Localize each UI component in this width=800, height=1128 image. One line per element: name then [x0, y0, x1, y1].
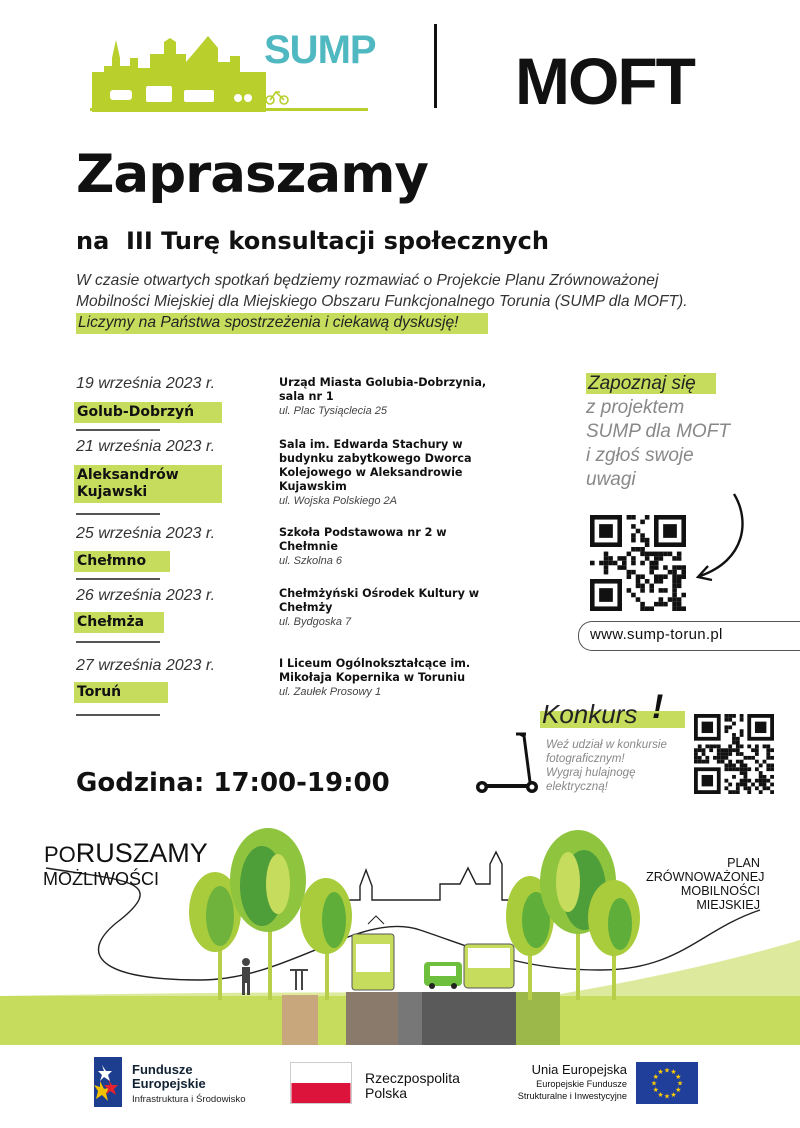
project-callout-line5: uwagi — [586, 469, 636, 490]
contest-qr-code-icon[interactable] — [694, 714, 774, 794]
event-date: 25 września 2023 r. — [76, 525, 216, 542]
event-date: 21 września 2023 r. — [76, 438, 216, 455]
event-address: ul. Bydgoska 7 — [279, 616, 352, 628]
fe-title-line1: Fundusze — [132, 1062, 193, 1077]
poland-flag-icon — [290, 1062, 352, 1104]
project-callout — [586, 372, 766, 492]
republic-of-poland-label — [365, 1071, 460, 1101]
event-address: ul. Szkolna 6 — [279, 555, 342, 567]
project-callout-line3: SUMP dla MOFT — [586, 421, 730, 442]
contest-title: Konkurs — [542, 699, 638, 729]
event-venue — [279, 438, 509, 507]
eu-title: Unia Europejska — [531, 1062, 627, 1077]
contest-line1: Weź udział w konkursie — [546, 738, 667, 751]
eu-star-icon: ★ — [670, 1090, 677, 1099]
eu-star-icon: ★ — [670, 1068, 677, 1077]
event-address: ul. Plac Tysiąclecia 25 — [279, 405, 388, 417]
eu-star-icon: ★ — [650, 1079, 658, 1088]
plan-label — [646, 856, 765, 912]
eu-star-icon: ★ — [675, 1073, 682, 1081]
eu-star-icon: ★ — [675, 1086, 682, 1094]
event-venue — [279, 587, 509, 628]
scooter-icon — [472, 730, 544, 796]
event-city: Golub-Dobrzyń — [74, 402, 222, 423]
european-funds-logo — [94, 1057, 122, 1107]
contest-line2: fotograficznym! — [546, 752, 625, 765]
event-address: ul. Zaułek Prosowy 1 — [279, 686, 382, 698]
contest-exclamation: ! — [652, 688, 664, 726]
event-venue-name: Urząd Miasta Golubia-Dobrzynia, sala nr 1 — [279, 376, 487, 403]
eu-flag-icon — [636, 1062, 698, 1104]
intro-paragraph — [76, 270, 716, 333]
event-venue-name: Sala im. Edwarda Stachury w budynku zabytkowego Dworca Kolejowego w Aleksandrowie Kujawskim — [279, 438, 472, 493]
event-city: Aleksandrów Kujawski — [74, 465, 222, 503]
event-city: Chełmno — [74, 551, 170, 572]
car — [424, 962, 462, 989]
plan-line1: PLAN — [727, 856, 760, 870]
eu-star-icon: ★ — [663, 1066, 671, 1075]
eu-subtitle — [490, 1078, 627, 1102]
project-callout-line4: i zgłoś swoje — [586, 445, 694, 466]
eu-sub-line1: Europejskie Fundusze — [536, 1079, 627, 1089]
project-callout-line2: z projektem — [586, 397, 685, 418]
eu-star-icon: ★ — [676, 1079, 684, 1088]
bus — [464, 944, 514, 988]
project-url-link[interactable]: www.sump-torun.pl — [590, 626, 723, 643]
project-callout-line1: Zapoznaj się — [586, 373, 716, 394]
fe-title-line2: Europejskie — [132, 1076, 206, 1091]
curved-arrow-icon — [690, 490, 750, 585]
event-venue — [279, 657, 509, 698]
european-funds-title — [132, 1063, 206, 1091]
meeting-hours: Godzina: 17:00-19:00 — [76, 768, 390, 798]
eu-star-icon: ★ — [657, 1090, 664, 1099]
qr-code-icon[interactable] — [590, 515, 686, 611]
rp-line2: Polska — [365, 1085, 408, 1101]
event-venue-name: Szkoła Podstawowa nr 2 w Chełmnie — [279, 526, 447, 553]
trees-right — [506, 830, 640, 1000]
event-city: Toruń — [74, 682, 168, 703]
event-separator — [76, 513, 160, 515]
slogan-part3: MOŻLIWOŚCI — [43, 869, 159, 889]
event-venue-name: Chełmżyński Ośrodek Kultury w Chełmży — [279, 587, 480, 614]
slogan-part1: PO — [44, 842, 76, 867]
event-date: 27 września 2023 r. — [76, 657, 216, 674]
contest-description — [546, 738, 696, 794]
pedestrian — [242, 958, 250, 995]
header-divider — [434, 24, 437, 108]
slogan-part2: RUSZAMY — [75, 838, 208, 868]
sump-logo-text: SUMP — [264, 28, 376, 72]
eu-star-icon: ★ — [663, 1092, 671, 1101]
page-title: Zapraszamy — [76, 144, 428, 205]
event-date: 19 września 2023 r. — [76, 375, 216, 392]
event-venue — [279, 526, 509, 567]
event-city: Chełmża — [74, 612, 164, 633]
contest-line4: elektryczną! — [546, 780, 608, 793]
eu-star-icon: ★ — [652, 1073, 659, 1081]
event-address: ul. Wojska Polskiego 2A — [279, 495, 397, 507]
event-separator — [76, 714, 160, 716]
eu-star-icon: ★ — [657, 1068, 664, 1077]
rp-line1: Rzeczpospolita — [365, 1070, 460, 1086]
intro-highlight: Liczymy na Państwa spostrzeżenia i ciekawą dyskusję! — [76, 313, 488, 334]
moft-logo: MOFT — [515, 44, 694, 118]
intro-text: W czasie otwartych spotkań będziemy rozmawiać o Projekcie Planu Zrównoważonej Mobilności Miejskiej dla Miejskiego Obszaru Funkcjonalnego Torunia (SUMP dla MOFT). — [76, 272, 688, 310]
event-date: 26 września 2023 r. — [76, 587, 216, 604]
event-venue-name: I Liceum Ogólnokształcące im. Mikołaja Kopernika w Toruniu — [279, 657, 471, 684]
event-separator — [76, 641, 160, 643]
event-venue — [279, 376, 509, 417]
page-subtitle: na III Turę konsultacji społecznych — [76, 227, 549, 255]
event-separator — [76, 578, 160, 580]
event-separator — [76, 429, 160, 431]
plan-line2: ZRÓWNOWAŻONEJ — [646, 870, 765, 884]
trees-left — [189, 828, 352, 1000]
eu-sub-line2: Strukturalne i Inwestycyjne — [517, 1091, 627, 1101]
eu-star-icon: ★ — [652, 1086, 659, 1094]
european-funds-subtitle: Infrastruktura i Środowisko — [132, 1094, 246, 1105]
plan-line3: MOBILNOŚCI — [680, 884, 760, 898]
plan-line4: MIEJSKIEJ — [696, 898, 760, 912]
contest-line3: Wygraj hulajnogę — [546, 766, 636, 779]
slogan — [44, 838, 208, 890]
